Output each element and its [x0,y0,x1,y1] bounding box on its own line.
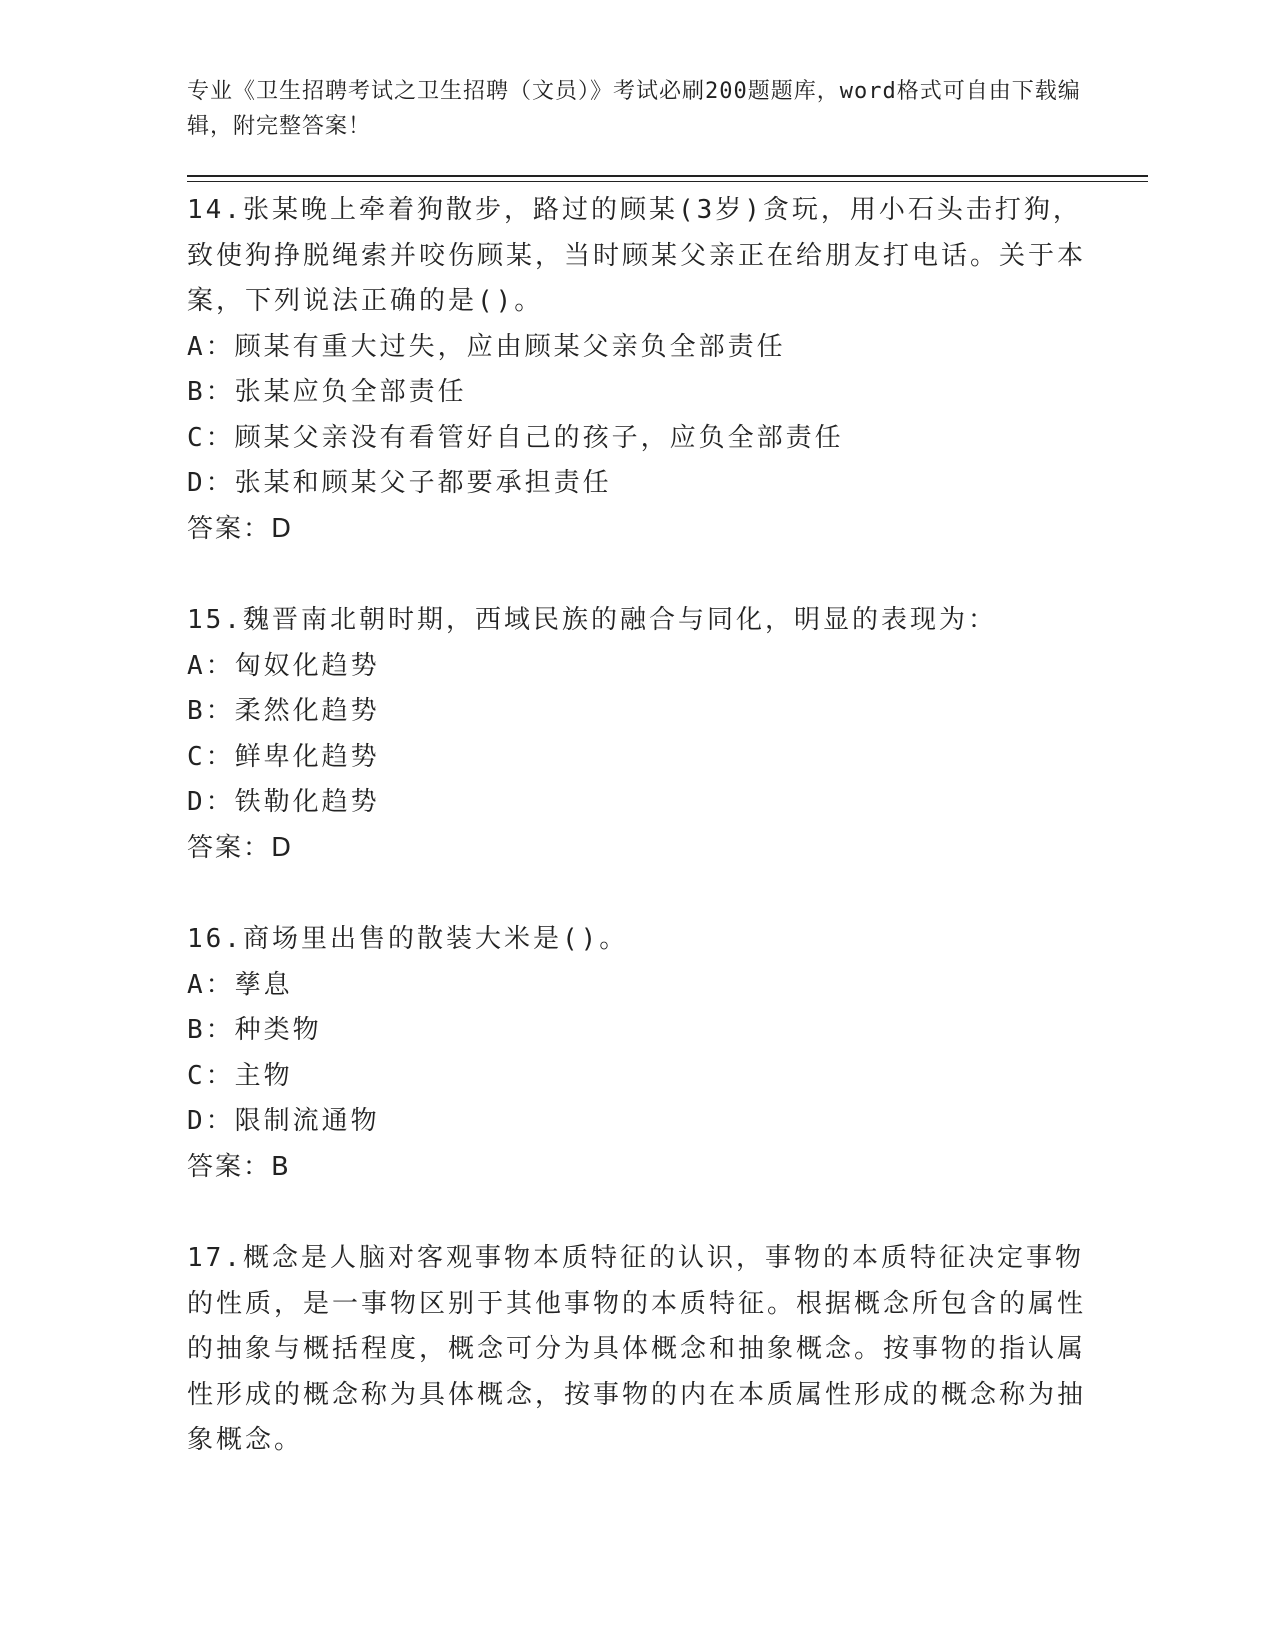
question-stem: 17.概念是人脑对客观事物本质特征的认识，事物的本质特征决定事物的性质，是一事物区别于其他事物的本质特征。根据概念所包含的属性的抽象与概括程度，概念可分为具体概念和抽象概念。按事物的指认属性形成的概念称为具体概念，按事物的内在本质属性形成的概念称为抽象概念。 [187,1243,1087,1455]
question-14 [187,188,1087,552]
option-c: C：鲜卑化趋势 [187,741,380,772]
question-stem: 14.张某晚上牵着狗散步，路过的顾某(3岁)贪玩，用小石头击打狗，致使狗挣脱绳索并咬伤顾某，当时顾某父亲正在给朋友打电话。关于本案，下列说法正确的是()。 [187,195,1087,316]
option-b: B：柔然化趋势 [187,696,380,726]
option-c: C：主物 [187,1060,293,1091]
answer: 答案：D [187,832,294,863]
option-a: A：匈奴化趋势 [187,650,380,681]
option-b: B：种类物 [187,1015,322,1045]
option-d: D：张某和顾某父子都要承担责任 [187,468,612,498]
question-stem: 15.魏晋南北朝时期，西域民族的融合与同化，明显的表现为： [187,605,997,635]
header-divider-thin [187,181,1148,182]
question-15 [187,598,1087,871]
question-17 [187,1236,1087,1464]
header-divider-thick [187,175,1148,177]
option-a: A：顾某有重大过失，应由顾某父亲负全部责任 [187,331,786,362]
option-c: C：顾某父亲没有看管好自己的孩子，应负全部责任 [187,422,844,453]
answer: 答案：D [187,513,294,544]
option-a: A：孳息 [187,969,293,1000]
option-b: B：张某应负全部责任 [187,377,467,407]
question-stem: 16.商场里出售的散装大米是()。 [187,924,629,954]
question-16 [187,917,1087,1190]
option-d: D：限制流通物 [187,1106,380,1136]
answer: 答案：B [187,1151,291,1182]
option-d: D：铁勒化趋势 [187,787,380,817]
document-header: 专业《卫生招聘考试之卫生招聘（文员）》考试必刷200题题库，word格式可自由下载编辑，附完整答案！ [187,79,1081,139]
question-list [187,188,1087,1510]
